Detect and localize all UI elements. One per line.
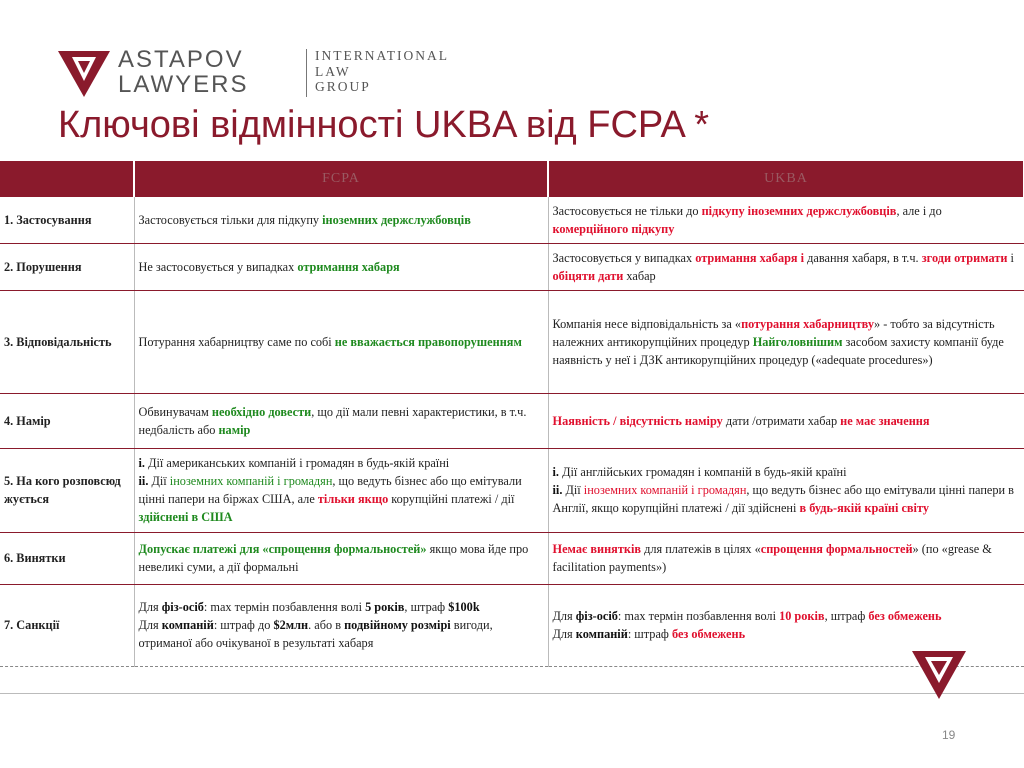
ukba-cell: Немає винятків для платежів в цілях «спрощення формальностей» (по «grease & facilitation payments») <box>548 532 1024 584</box>
logo-divider <box>306 49 307 97</box>
page-number: 19 <box>942 728 956 742</box>
ukba-cell: Компанія несе відповідальність за «потурання хабарництву» - тобто за відсутність належних антикорупційних процедур Найголовнішим засобом захисту компанії буде наявність у неї і ДЗК антикорупційних процедур («adequate procedures») <box>548 290 1024 393</box>
table-row <box>0 393 1024 448</box>
fcpa-cell: Обвинувачам необхідно довести, що дії мали певні характеристики, в т.ч. недбалість або намір <box>134 393 548 448</box>
table-row <box>0 197 1024 243</box>
header-empty <box>0 161 134 197</box>
row-label: 2. Порушення <box>0 243 134 290</box>
table-row <box>0 532 1024 584</box>
logo-name: ASTAPOV LAWYERS <box>118 46 249 98</box>
company-logo <box>58 45 449 101</box>
comparison-table <box>0 161 1024 667</box>
table-row <box>0 243 1024 290</box>
table-row <box>0 584 1024 666</box>
row-label: 7. Санкції <box>0 584 134 666</box>
header-fcpa: FCPA <box>134 161 548 197</box>
table-row <box>0 290 1024 393</box>
row-label: 5. На кого розповсюджується <box>0 448 134 532</box>
fcpa-cell: Застосовується тільки для підкупу іноземних держслужбовців <box>134 197 548 243</box>
fcpa-cell: Допускає платежі для «спрощення формальностей» якщо мова йде про невеликі суми, а дії формальні <box>134 532 548 584</box>
page-title: Ключові відмінності UKBA від FCPA * <box>58 104 710 146</box>
fcpa-cell: Для фіз-осіб: max термін позбавлення волі 5 років, штраф $100k Для компаній: штраф до $2млн. або в подвійному розмірі вигоди, отриманої або очікуваної в результаті хабаря <box>134 584 548 666</box>
ukba-cell: Наявність / відсутність наміру дати /отримати хабар не має значення <box>548 393 1024 448</box>
table-row <box>0 448 1024 532</box>
ukba-cell: Застосовується у випадках отримання хабаря і давання хабаря, в т.ч. згоди отримати і обіцяти дати хабар <box>548 243 1024 290</box>
row-label: 4. Намір <box>0 393 134 448</box>
row-label: 1. Застосування <box>0 197 134 243</box>
fcpa-cell: Потурання хабарництву саме по собі не вважається правопорушенням <box>134 290 548 393</box>
header-ukba: UKBA <box>548 161 1024 197</box>
row-label: 3. Відповідальність <box>0 290 134 393</box>
bottom-divider <box>0 693 1024 694</box>
table-header-row <box>0 161 1024 197</box>
ukba-cell: Застосовується не тільки до підкупу іноземних держслужбовців, але і до комерційного підкупу <box>548 197 1024 243</box>
triangle-v-corner-icon <box>912 651 966 699</box>
logo-group: INTERNATIONAL LAW GROUP <box>315 48 449 94</box>
triangle-v-logo-icon <box>58 51 110 97</box>
row-label: 6. Винятки <box>0 532 134 584</box>
fcpa-cell: i. Дії американських компаній і громадян в будь-якій країні ii. Дії іноземних компаній і громадян, що ведуть бізнес або що емітували цінні папери на біржах США, але тільки якщо корупційні платежі / дії здійснені в США <box>134 448 548 532</box>
ukba-cell: Для фіз-осіб: max термін позбавлення волі 10 років, штраф без обмежень Для компаній: штраф без обмежень <box>548 584 1024 666</box>
fcpa-cell: Не застосовується у випадках отримання хабаря <box>134 243 548 290</box>
ukba-cell: i. Дії англійських громадян і компаній в будь-якій країні ii. Дії іноземних компаній і громадян, що ведуть бізнес або що емітували цінні папери в Англії, якщо корупційні платежі / дії здійснені в будь-якій країні світу <box>548 448 1024 532</box>
